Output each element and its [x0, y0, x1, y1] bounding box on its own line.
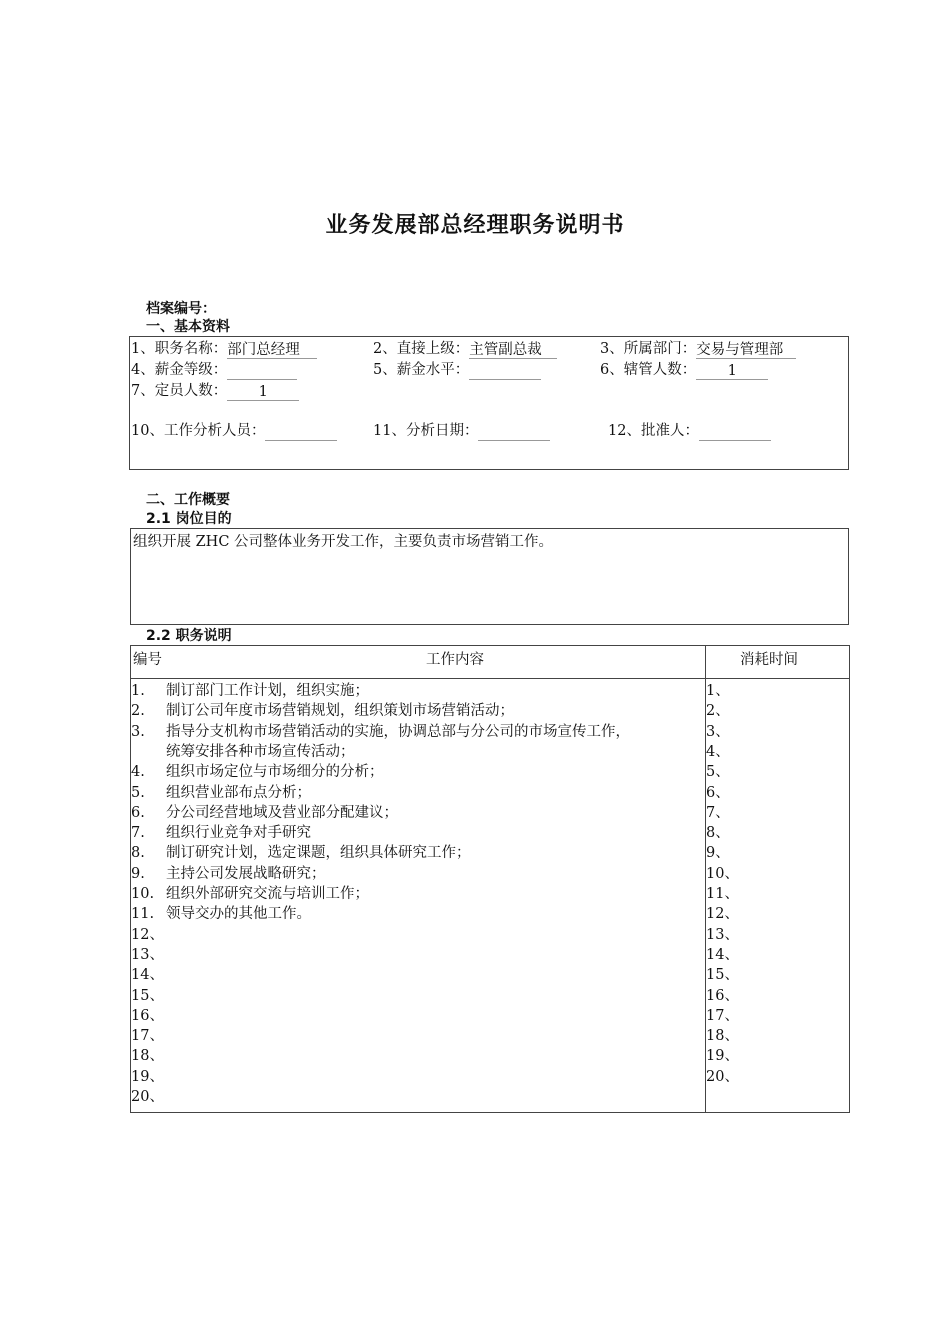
field-managed-count [600, 360, 768, 380]
field-analyst [131, 421, 337, 441]
field-headcount [131, 381, 299, 401]
list-item: 11. 领导交办的其他工作。 [131, 906, 311, 923]
field-job-title [131, 339, 317, 359]
time-item: 19、 [706, 1048, 739, 1065]
list-item: 1. 制订部门工作计划，组织实施； [131, 683, 369, 699]
purpose-text: 组织开展 ZHC 公司整体业务开发工作，主要负责市场营销工作。 [133, 534, 554, 550]
list-item: 12、 [131, 926, 164, 943]
field-label: 6、辖管人数： [600, 362, 697, 378]
time-item: 2、 [706, 703, 730, 720]
field-department [600, 339, 796, 359]
list-item: 19、 [131, 1068, 164, 1085]
list-item: 17、 [131, 1028, 164, 1045]
field-label: 2、直接上级： [373, 341, 470, 357]
list-item: 15、 [131, 987, 164, 1004]
field-label: 4、薪金等级： [131, 362, 228, 378]
field-label: 5、薪金水平： [373, 362, 470, 378]
field-salary-level [373, 360, 541, 380]
list-item: 16、 [131, 1007, 164, 1024]
time-item: 3、 [706, 723, 730, 740]
header-number: 编号 [133, 652, 162, 668]
time-item: 17、 [706, 1007, 739, 1024]
field-approver [608, 421, 771, 441]
field-value: 1 [227, 382, 299, 401]
time-item: 5、 [706, 764, 730, 781]
time-item: 13、 [706, 926, 739, 943]
list-item: 13、 [131, 946, 164, 963]
field-value: 交易与管理部 [696, 340, 796, 359]
archive-number-label: 档案编号： [146, 301, 216, 317]
field-value [478, 422, 550, 441]
field-label: 1、职务名称： [131, 341, 228, 357]
section2-heading: 二、工作概要 [146, 492, 230, 508]
time-item: 11、 [706, 886, 739, 902]
time-item: 1、 [706, 683, 730, 699]
time-item: 9、 [706, 845, 730, 862]
list-item: 8. 制订研究计划，选定课题，组织具体研究工作； [131, 845, 471, 862]
field-value: 部门总经理 [227, 340, 317, 359]
list-item: 10. 组织外部研究交流与培训工作； [131, 886, 369, 902]
list-item: 7. 组织行业竞争对手研究 [131, 825, 311, 842]
time-item: 7、 [706, 804, 730, 821]
field-direct-superior [373, 339, 557, 359]
list-item: 4. 组织市场定位与市场细分的分析； [131, 764, 384, 781]
field-salary-grade [131, 360, 297, 380]
field-value [265, 422, 337, 441]
field-label: 11、分析日期： [373, 423, 479, 439]
time-item: 16、 [706, 987, 739, 1004]
field-analysis-date [373, 421, 550, 441]
time-item: 6、 [706, 784, 730, 801]
time-item: 10、 [706, 865, 739, 882]
header-time: 消耗时间 [740, 652, 798, 668]
field-label: 12、批准人： [608, 423, 699, 439]
field-value: 1 [696, 361, 768, 380]
list-item: 9. 主持公司发展战略研究； [131, 865, 326, 882]
time-item: 12、 [706, 906, 739, 923]
duties-list [131, 681, 703, 1111]
time-item: 14、 [706, 946, 739, 963]
list-item: 6. 分公司经营地域及营业部分配建议； [131, 804, 398, 821]
time-item: 15、 [706, 967, 739, 984]
time-item: 18、 [706, 1028, 739, 1045]
field-label: 7、定员人数： [131, 383, 228, 399]
field-value: 主管副总裁 [469, 340, 557, 359]
list-item: 2. 制订公司年度市场营销规划，组织策划市场营销活动； [131, 703, 514, 720]
section1-heading: 一、基本资料 [146, 319, 230, 335]
field-label: 3、所属部门： [600, 341, 697, 357]
time-item: 8、 [706, 825, 730, 842]
field-value [699, 422, 771, 441]
field-value [227, 361, 297, 380]
time-list [706, 681, 848, 1111]
list-item: 3. 指导分支机构市场营销活动的实施，协调总部与分公司的市场宣传工作， [131, 723, 630, 740]
list-item: 统筹安排各种市场宣传活动； [166, 743, 355, 760]
purpose-heading: 2.1 岗位目的 [146, 511, 232, 527]
list-item: 20、 [131, 1089, 164, 1105]
document-title: 业务发展部总经理职务说明书 [325, 213, 625, 238]
list-item: 5. 组织营业部布点分析； [131, 784, 311, 801]
header-content: 工作内容 [426, 652, 484, 668]
field-label: 10、工作分析人员： [131, 423, 266, 439]
field-value [469, 361, 541, 380]
time-item: 20、 [706, 1068, 739, 1085]
time-item: 4、 [706, 743, 730, 760]
list-item: 14、 [131, 967, 164, 984]
duties-heading: 2.2 职务说明 [146, 628, 232, 644]
list-item: 18、 [131, 1048, 164, 1065]
table-header-divider [130, 678, 850, 679]
